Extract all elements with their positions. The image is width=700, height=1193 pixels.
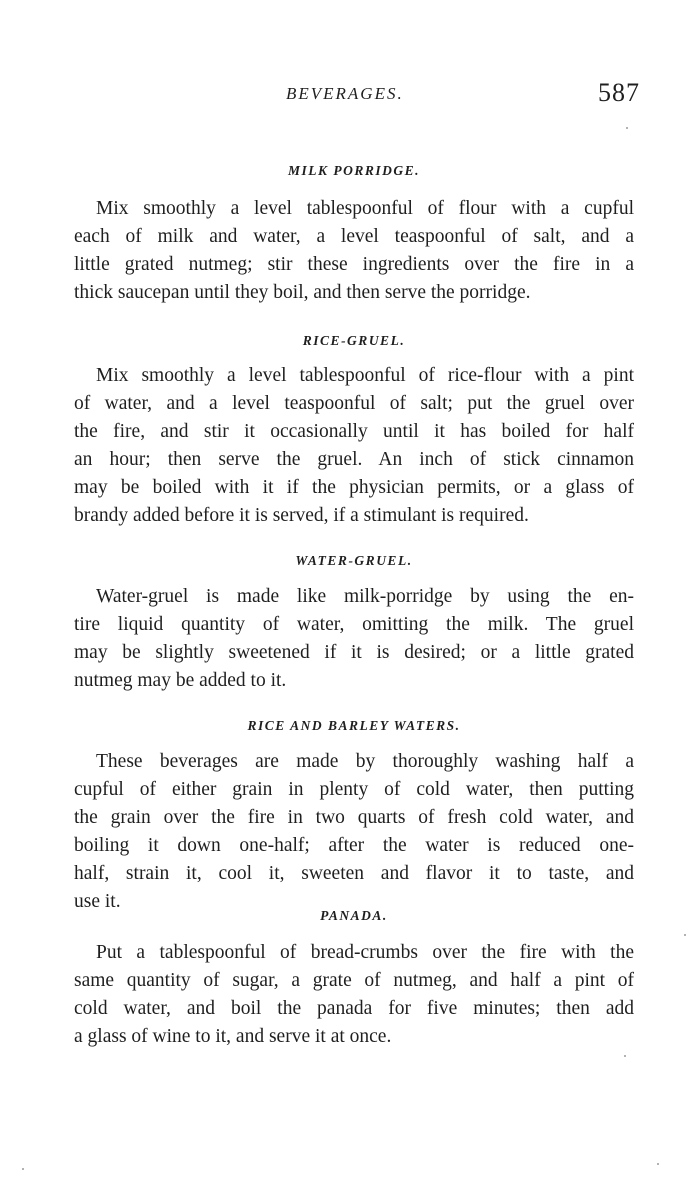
text-line: Water-gruel is made like milk-porridge by using the en- (96, 586, 634, 607)
text-line: a glass of wine to it, and serve it at once. (74, 1026, 392, 1047)
text-line: may be boiled with it if the physician permits, or a glass of (74, 477, 634, 498)
paragraph-milk-porridge (74, 195, 634, 307)
text-line: tire liquid quantity of water, omitting the milk. The gruel (74, 614, 634, 635)
section-heading-rice-gruel: RICE-GRUEL. (302, 333, 406, 348)
paper-speck (624, 1055, 626, 1057)
text-line: cupful of either grain in plenty of cold water, then putting (74, 779, 634, 800)
section-heading-water-gruel: WATER-GRUEL. (295, 553, 413, 568)
text-line: brandy added before it is served, if a stimulant is required. (74, 505, 529, 526)
paper-speck (626, 127, 628, 129)
text-line: an hour; then serve the gruel. An inch of stick cinnamon (74, 449, 634, 470)
section-heading-milk-porridge: MILK PORRIDGE. (287, 163, 421, 178)
paragraph-rice-and-barley-waters (74, 748, 634, 916)
text-line: same quantity of sugar, a grate of nutmeg, and half a pint of (74, 970, 634, 991)
text-line: the grain over the fire in two quarts of fresh cold water, and (74, 807, 634, 828)
text-line: Mix smoothly a level tablespoonful of flour with a cupful (96, 198, 634, 219)
text-line: cold water, and boil the panada for five minutes; then add (74, 998, 634, 1019)
text-line: These beverages are made by thoroughly washing half a (96, 751, 634, 772)
paragraph-rice-gruel (74, 362, 634, 530)
text-line: use it. (74, 891, 121, 912)
text-line: of water, and a level teaspoonful of salt; put the gruel over (74, 393, 634, 414)
text-line: each of milk and water, a level teaspoonful of salt, and a (74, 226, 634, 247)
text-line: half, strain it, cool it, sweeten and flavor it to taste, and (74, 863, 634, 884)
section-heading-panada: PANADA. (320, 908, 388, 923)
text-line: boiling it down one-half; after the water is reduced one- (74, 835, 634, 856)
text-line: Mix smoothly a level tablespoonful of rice-flour with a pint (96, 365, 634, 386)
paper-speck (657, 1163, 659, 1165)
paragraph-water-gruel (74, 583, 634, 695)
text-line: little grated nutmeg; stir these ingredients over the fire in a (74, 254, 634, 275)
text-line: the fire, and stir it occasionally until it has boiled for half (74, 421, 634, 442)
paper-speck (684, 934, 686, 936)
text-line: may be slightly sweetened if it is desired; or a little grated (74, 642, 634, 663)
section-heading-rice-and-barley-waters: RICE AND BARLEY WATERS. (247, 718, 461, 733)
text-line: nutmeg may be added to it. (74, 670, 287, 691)
paper-speck (22, 1168, 24, 1170)
page-number: 587 (598, 78, 640, 107)
paragraph-panada (74, 939, 634, 1051)
running-title: BEVERAGES. (286, 84, 404, 103)
text-line: Put a tablespoonful of bread-crumbs over the fire with the (96, 942, 634, 963)
text-line: thick saucepan until they boil, and then serve the porridge. (74, 282, 531, 303)
